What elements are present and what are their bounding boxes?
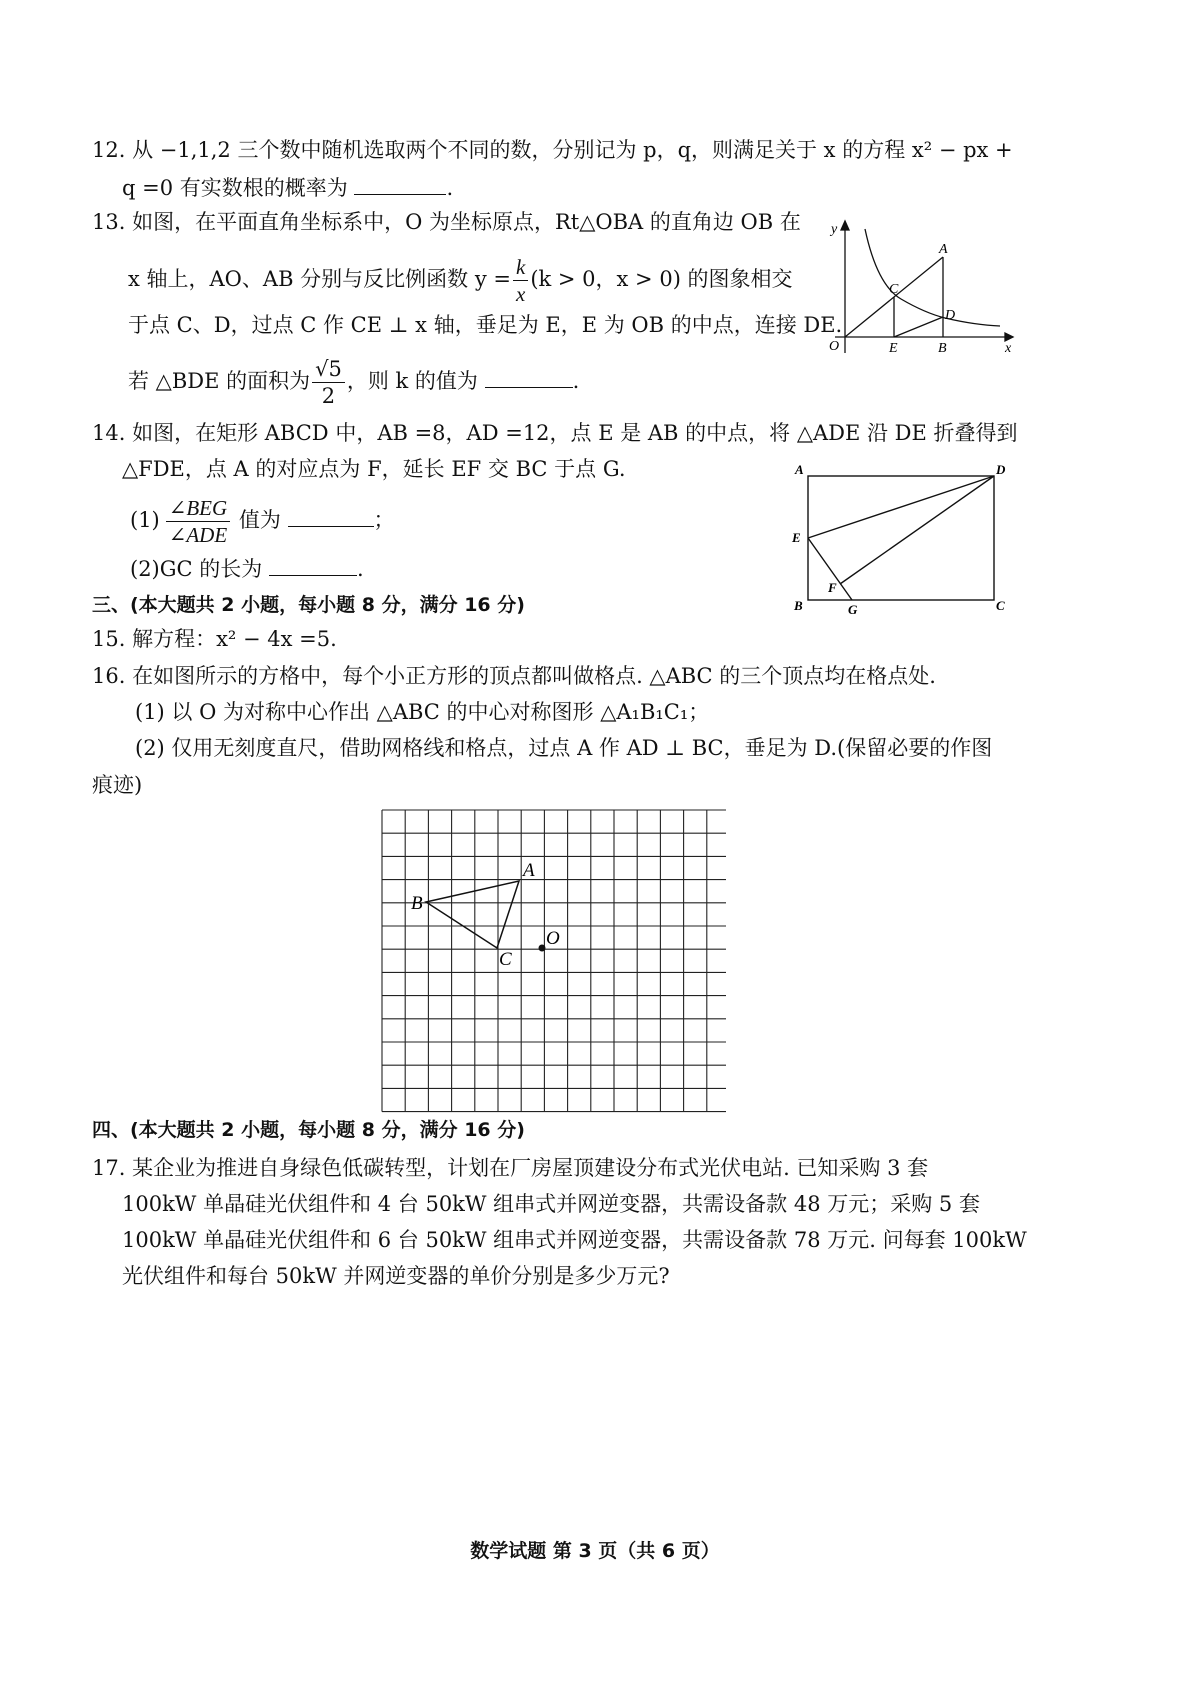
- q14-figure: [788, 460, 1018, 620]
- q12-answer-blank[interactable]: [354, 172, 446, 195]
- q14-part1-end: ；: [373, 508, 395, 532]
- q16-line4: 痕迹): [92, 773, 143, 797]
- q13-segment-DE: [894, 317, 943, 337]
- q13-figure: [815, 215, 1020, 365]
- q13-area-num: √5: [312, 356, 345, 383]
- q16-grid-figure: [380, 808, 726, 1114]
- y-axis-arrow-icon: [841, 221, 849, 230]
- q16-label-O: O: [546, 928, 560, 949]
- q13-area-fraction: [312, 356, 345, 409]
- q14-part2-blank[interactable]: [269, 553, 357, 576]
- x-axis-arrow-icon: [1005, 333, 1013, 341]
- q14-part1-blank[interactable]: [288, 504, 374, 527]
- q13-line4-tail: ，则 k 的值为: [346, 369, 478, 393]
- q14-label-G: G: [848, 602, 858, 617]
- q16-line1: 16. 在如图所示的方格中，每个小正方形的顶点都叫做格点. △ABC 的三个顶点均在格点处.: [92, 664, 936, 688]
- q14-frac-num: ∠BEG: [166, 495, 230, 522]
- q13-area-den: 2: [321, 384, 336, 408]
- q13-frac-num: k: [513, 254, 528, 281]
- page-footer: 数学试题 第 3 页（共 6 页）: [470, 1540, 720, 1562]
- q14-angle-fraction: [166, 495, 230, 548]
- q14-label-C: C: [996, 598, 1005, 613]
- q17-line1: 17. 某企业为推进自身绿色低碳转型，计划在厂房屋顶建设分布式光伏电站. 已知采购 3 套: [92, 1156, 929, 1180]
- q13-label-D: D: [945, 308, 956, 323]
- section-3-title: 三、(本大题共 2 小题，每小题 8 分，满分 16 分): [92, 594, 525, 616]
- q13-line1: 13. 如图，在平面直角坐标系中，O 为坐标原点，Rt△OBA 的直角边 OB 在: [92, 210, 801, 234]
- q14-part1: [130, 495, 395, 548]
- q16-label-C: C: [499, 949, 512, 970]
- q14-frac-den: ∠ADE: [168, 523, 228, 547]
- q16-triangle-ABC: [426, 881, 519, 948]
- q14-part2-end: .: [356, 557, 364, 581]
- q13-label-x: x: [1005, 341, 1012, 356]
- q12-line2-end: .: [446, 176, 454, 200]
- q13-hyperbola: [865, 229, 1000, 326]
- q13-answer-blank[interactable]: [485, 365, 573, 388]
- q13-frac-den: x: [515, 282, 526, 306]
- q17-line4: 光伏组件和每台 50kW 并网逆变器的单价分别是多少万元?: [122, 1264, 670, 1288]
- q16-label-A: A: [523, 860, 535, 881]
- q16-label-B: B: [411, 893, 423, 914]
- q12-line2-text: q =0 有实数根的概率为: [122, 176, 348, 200]
- q13-label-O: O: [829, 339, 840, 354]
- q13-label-y: y: [831, 222, 838, 237]
- q14-part2-text: (2)GC 的长为: [130, 557, 263, 581]
- section-4-title: 四、(本大题共 2 小题，每小题 8 分，满分 16 分): [92, 1119, 525, 1141]
- q14-segment-ED: [808, 476, 994, 538]
- q13-label-E: E: [889, 341, 898, 356]
- q17-line2: 100kW 单晶硅光伏组件和 4 台 50kW 组串式并网逆变器，共需设备款 48 万元；采购 5 套: [122, 1192, 980, 1216]
- q13-label-C: C: [889, 282, 899, 297]
- q16-point-O: [539, 945, 546, 952]
- q14-label-D: D: [996, 462, 1006, 477]
- q13-line4-end: .: [572, 369, 580, 393]
- q17-line3: 100kW 单晶硅光伏组件和 6 台 50kW 组串式并网逆变器，共需设备款 78 万元. 问每套 100kW: [122, 1228, 1027, 1252]
- q13-line2-tail: (k > 0，x > 0) 的图象相交: [530, 267, 793, 291]
- q13-line2: [128, 254, 793, 307]
- q14-part1-text: 值为: [238, 508, 281, 532]
- q13-line2-text: x 轴上，AO、AB 分别与反比例函数 y =: [128, 267, 511, 291]
- q13-line3: 于点 C、D，过点 C 作 CE ⊥ x 轴，垂足为 E，E 为 OB 的中点，连接 DE.: [128, 313, 843, 337]
- q14-label-B: B: [794, 598, 803, 613]
- q13-line4: [128, 356, 579, 409]
- q13-label-A: A: [939, 242, 948, 257]
- q12-line2: [122, 172, 453, 203]
- q14-line1: 14. 如图，在矩形 ABCD 中，AB =8，AD =12，点 E 是 AB 的中点，将 △ADE 沿 DE 折叠得到: [92, 421, 1018, 445]
- q14-label-F: F: [828, 580, 837, 595]
- q14-part2: [130, 553, 364, 584]
- q12-line1: 12. 从 −1,1,2 三个数中随机选取两个不同的数，分别记为 p，q，则满足关于 x 的方程 x² − px +: [92, 138, 1013, 162]
- q14-line2: △FDE，点 A 的对应点为 F，延长 EF 交 BC 于点 G.: [122, 457, 626, 481]
- q15-text: 15. 解方程：x² − 4x =5.: [92, 627, 337, 651]
- q16-line3: (2) 仅用无刻度直尺，借助网格线和格点，过点 A 作 AD ⊥ BC，垂足为 D.(保留必要的作图: [135, 736, 993, 760]
- q13-function-fraction: [513, 254, 528, 307]
- q14-label-A: A: [795, 462, 804, 477]
- q14-label-E: E: [792, 530, 801, 545]
- q16-line2: (1) 以 O 为对称中心作出 △ABC 的中心对称图形 △A₁B₁C₁；: [135, 700, 710, 724]
- q13-label-B: B: [938, 341, 947, 356]
- q14-part1-label: (1): [130, 508, 160, 532]
- q13-line4-text: 若 △BDE 的面积为: [128, 369, 311, 393]
- q14-segment-DF: [840, 476, 994, 584]
